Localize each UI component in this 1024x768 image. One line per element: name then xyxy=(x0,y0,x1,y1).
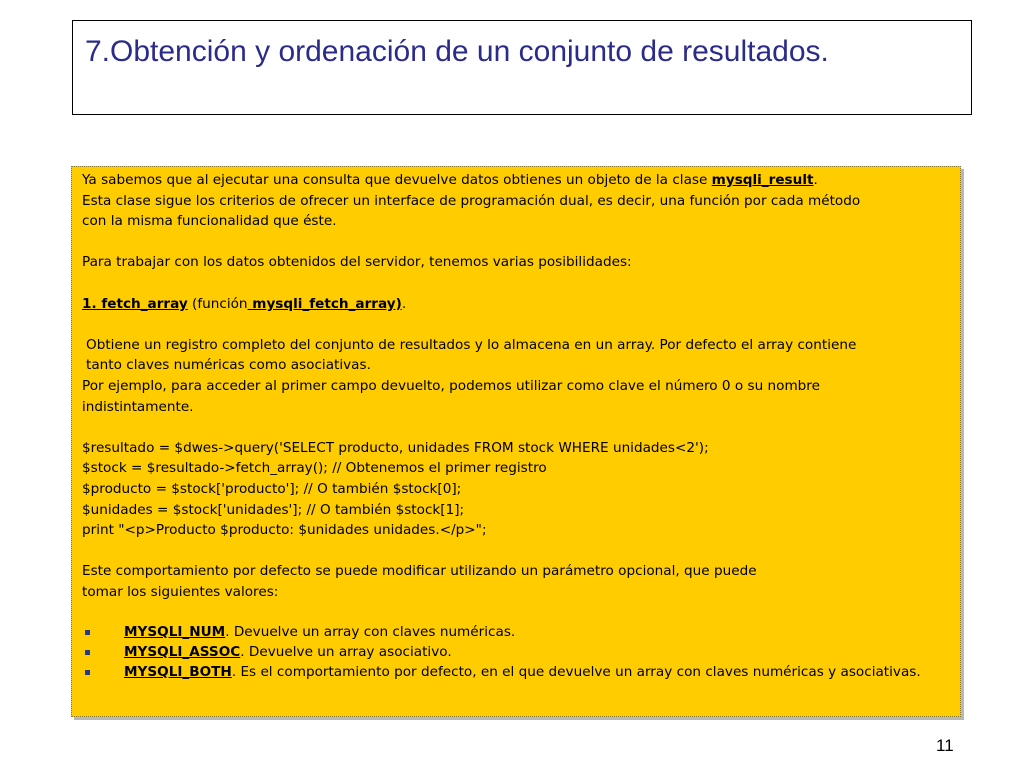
square-bullet-icon xyxy=(85,630,90,635)
fetch-array-link[interactable]: 1. fetch_array xyxy=(82,295,188,312)
list-item xyxy=(82,623,960,642)
behavior-line-1: Este comportamiento por defecto se puede modificar utilizando un parámetro opcional, que puede xyxy=(82,563,757,580)
heading-mid-text: (función xyxy=(187,295,248,312)
square-bullet-icon xyxy=(85,650,90,655)
square-bullet-icon xyxy=(85,670,90,675)
intro-text: Ya sabemos que al ejecutar una consulta que devuelve datos obtienes un objeto de la clase xyxy=(82,172,712,188)
page-number: 11 xyxy=(936,736,954,755)
option-description: . Devuelve un array asociativo. xyxy=(240,644,452,661)
heading-period: . xyxy=(401,295,407,312)
section-heading xyxy=(82,294,960,315)
code-line: $resultado = $dwes->query('SELECT producto, unidades FROM stock WHERE unidades<2'); xyxy=(82,439,709,456)
description-line-1: Obtiene un registro completo del conjunto de resultados y lo almacena en un array. Por defecto el array contiene xyxy=(86,336,857,353)
code-line: $stock = $resultado->fetch_array(); // Obtenemos el primer registro xyxy=(82,460,547,477)
class-name-link[interactable]: mysqli_result xyxy=(711,172,814,188)
code-line: $unidades = $stock['unidades']; // O también $stock[1]; xyxy=(82,501,465,518)
mysqli-assoc-link[interactable]: MYSQLI_ASSOC xyxy=(124,644,241,661)
intro-line-2: Esta clase sigue los criterios de ofrecer un interface de programación dual, es decir, una función por cada método xyxy=(82,192,861,209)
mysqli-both-link[interactable]: MYSQLI_BOTH xyxy=(124,664,232,681)
mysqli-fetch-array-link[interactable]: mysqli_fetch_array) xyxy=(247,295,402,312)
title-box xyxy=(72,20,972,115)
example-line-1: Por ejemplo, para acceder al primer campo devuelto, podemos utilizar como clave el número 0 o su nombre xyxy=(82,377,820,394)
slide-title: 7.Obtención y ordenación de un conjunto de resultados. xyxy=(85,35,829,68)
mysqli-num-link[interactable]: MYSQLI_NUM xyxy=(124,624,226,641)
code-line: print "<p>Producto $producto: $unidades unidades.</p>"; xyxy=(82,522,487,539)
intro-line-1 xyxy=(82,170,960,191)
list-item xyxy=(82,663,960,682)
option-description: . Es el comportamiento por defecto, en el que devuelve un array con claves numéricas y asociativas. xyxy=(231,664,921,681)
content-box xyxy=(71,166,961,717)
intro-line-3: con la misma funcionalidad que éste. xyxy=(82,213,337,230)
possibilities-text: Para trabajar con los datos obtenidos del servidor, tenemos varias posibilidades: xyxy=(82,254,632,271)
options-list xyxy=(82,623,960,682)
option-description: . Devuelve un array con claves numéricas. xyxy=(225,624,516,641)
intro-period: . xyxy=(813,172,818,188)
behavior-line-2: tomar los siguientes valores: xyxy=(82,583,279,600)
example-line-2: indistintamente. xyxy=(82,398,194,415)
code-line: $producto = $stock['producto']; // O también $stock[0]; xyxy=(82,480,462,497)
list-item xyxy=(82,643,960,662)
description-line-2: tanto claves numéricas como asociativas. xyxy=(86,357,371,374)
